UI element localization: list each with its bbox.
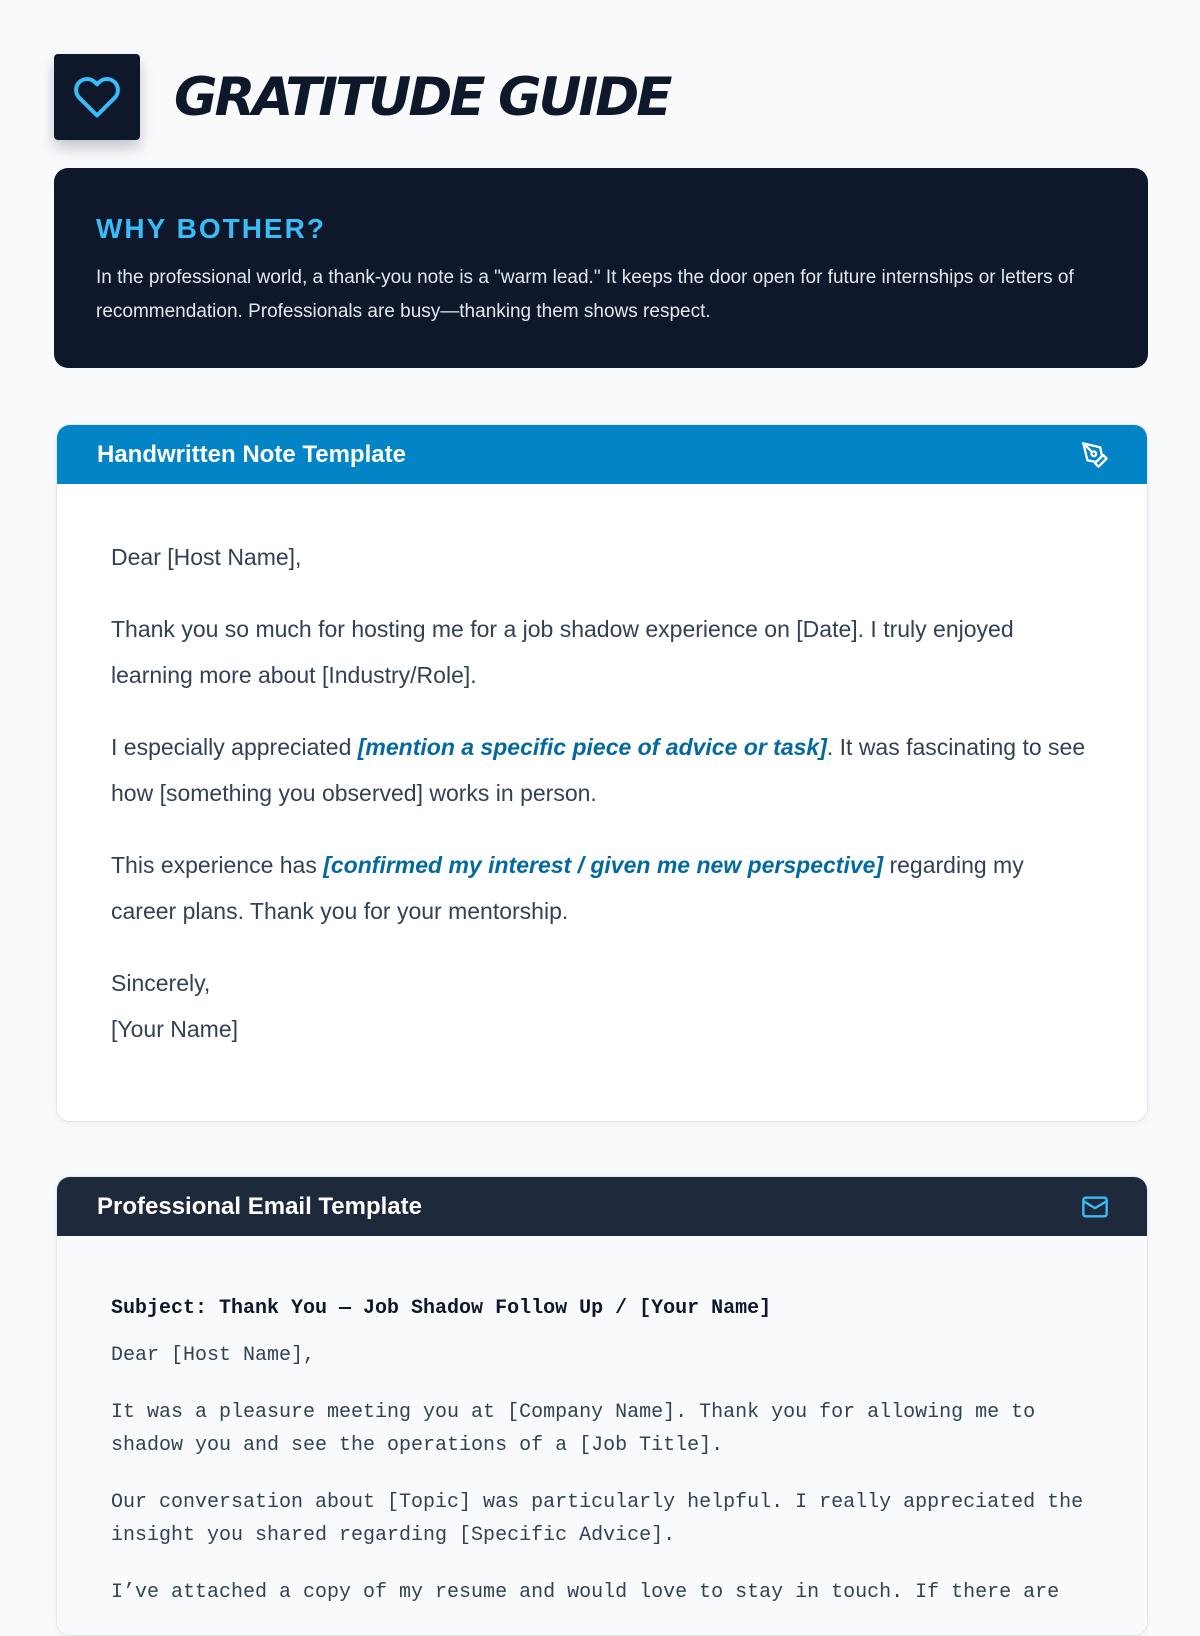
why-bother-text: In the professional world, a thank-you note is a "warm lead." It keeps the door open for future internships or letters of recommendation. Professionals are busy—thanking them shows respect. (96, 266, 1074, 322)
email-template-header (57, 1177, 1147, 1236)
why-bother-panel (54, 168, 1148, 368)
note-signoff (111, 960, 1093, 1052)
note-placeholder-interest: [confirmed my interest / given me new perspective] (323, 852, 884, 878)
note-paragraph-2: I especially appreciated [mention a specific piece of advice or task]. It was fascinating to see how [something you observed] works in person. (111, 734, 1086, 806)
handwritten-note-body (57, 484, 1147, 1052)
page-title: GRATITUDE GUIDE (174, 66, 670, 128)
pen-tool-icon (1081, 441, 1109, 469)
logo-badge (54, 54, 140, 140)
handwritten-note-title: Handwritten Note Template (97, 440, 406, 468)
page-header (54, 54, 669, 140)
handwritten-note-card (56, 424, 1148, 1122)
email-template-title: Professional Email Template (97, 1192, 422, 1220)
email-template-card (56, 1176, 1148, 1636)
heart-icon (73, 73, 121, 121)
note-closing: Sincerely, (111, 970, 211, 996)
email-paragraph-3: I’ve attached a copy of my resume and would love to stay in touch. If there are (111, 1581, 1060, 1604)
why-bother-heading: WHY BOTHER? (96, 213, 326, 244)
note-paragraph-1: Thank you so much for hosting me for a job shadow experience on [Date]. I truly enjoyed learning more about [Industry/Role]. (111, 616, 1014, 688)
note-paragraph-3: This experience has [confirmed my interest / given me new perspective] regarding my career plans. Thank you for your mentorship. (111, 852, 1024, 924)
handwritten-note-header (57, 425, 1147, 484)
email-paragraph-2: Our conversation about [Topic] was particularly helpful. I really appreciated the insight you shared regarding [Specific Advice]. (111, 1491, 1084, 1547)
email-greeting: Dear [Host Name], (111, 1344, 316, 1367)
email-subject: Subject: Thank You — Job Shadow Follow Up / [Your Name] (111, 1297, 772, 1320)
mail-icon (1081, 1193, 1109, 1221)
note-placeholder-advice: [mention a specific piece of advice or task] (357, 734, 827, 760)
email-template-body (57, 1236, 1147, 1609)
email-paragraph-1: It was a pleasure meeting you at [Company Name]. Thank you for allowing me to shadow you and see the operations of a [Job Title]. (111, 1401, 1036, 1457)
note-signature: [Your Name] (111, 1016, 238, 1042)
note-greeting: Dear [Host Name], (111, 544, 302, 570)
